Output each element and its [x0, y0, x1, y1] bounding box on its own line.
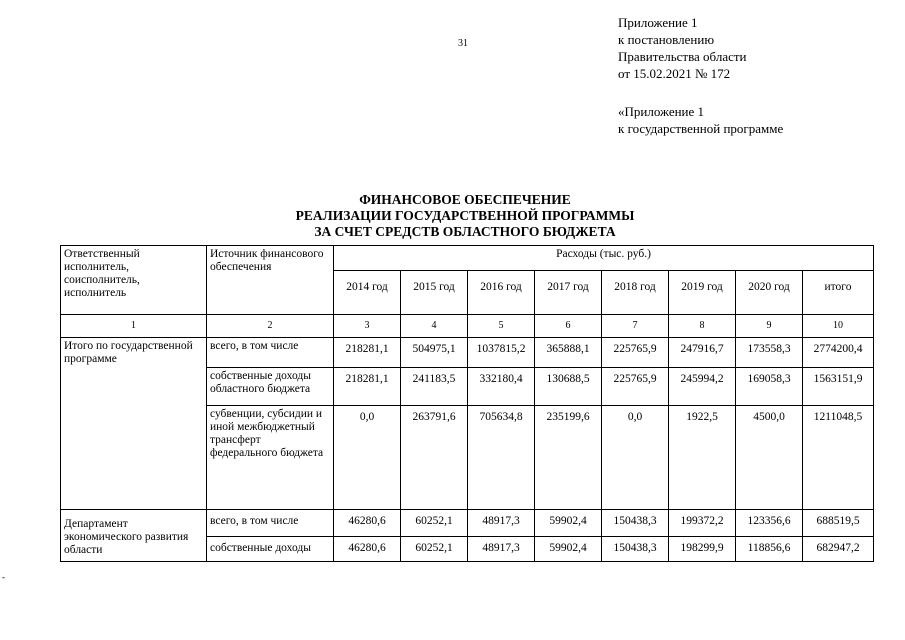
column-index: 3	[334, 315, 401, 338]
value-cell: 46280,6	[334, 510, 401, 537]
value-cell: 245994,2	[669, 368, 736, 406]
margin-mark: -	[2, 572, 5, 582]
header-expenses: Расходы (тыс. руб.)	[334, 246, 874, 271]
header-year: 2015 год	[401, 271, 468, 315]
source-cell: всего, в том числе	[207, 338, 334, 368]
column-index: 2	[207, 315, 334, 338]
value-cell: 218281,1	[334, 338, 401, 368]
appendix-line: Правительства области	[618, 49, 747, 64]
value-cell: 504975,1	[401, 338, 468, 368]
appendix-line: Приложение 1	[618, 15, 698, 30]
appendix-program-line: «Приложение 1	[618, 104, 705, 119]
value-cell: 235199,6	[535, 406, 602, 510]
column-index: 9	[736, 315, 803, 338]
appendix-line: от 15.02.2021 № 172	[618, 66, 731, 81]
value-cell: 60252,1	[401, 510, 468, 537]
appendix-program-header	[618, 103, 783, 137]
value-cell: 1922,5	[669, 406, 736, 510]
financing-table	[60, 245, 874, 562]
column-index: 6	[535, 315, 602, 338]
value-cell: 4500,0	[736, 406, 803, 510]
value-cell: 1211048,5	[803, 406, 874, 510]
title-line: ЗА СЧЕТ СРЕДСТВ ОБЛАСТНОГО БЮДЖЕТА	[314, 224, 616, 239]
value-cell: 198299,9	[669, 537, 736, 562]
header-year: 2016 год	[468, 271, 535, 315]
header-year: 2017 год	[535, 271, 602, 315]
value-cell: 688519,5	[803, 510, 874, 537]
table-row	[61, 510, 874, 537]
value-cell: 46280,6	[334, 537, 401, 562]
value-cell: 199372,2	[669, 510, 736, 537]
header-year: 2018 год	[602, 271, 669, 315]
value-cell: 705634,8	[468, 406, 535, 510]
value-cell: 118856,6	[736, 537, 803, 562]
value-cell: 225765,9	[602, 368, 669, 406]
appendix-line: к постановлению	[618, 32, 715, 47]
title-line: ФИНАНСОВОЕ ОБЕСПЕЧЕНИЕ	[359, 192, 571, 207]
value-cell: 130688,5	[535, 368, 602, 406]
value-cell: 332180,4	[468, 368, 535, 406]
title-line: РЕАЛИЗАЦИИ ГОСУДАРСТВЕННОЙ ПРОГРАММЫ	[295, 208, 635, 223]
value-cell: 225765,9	[602, 338, 669, 368]
header-source: Источник финансового обеспечения	[207, 246, 334, 315]
value-cell: 2774200,4	[803, 338, 874, 368]
value-cell: 1037815,2	[468, 338, 535, 368]
appendix-header	[618, 14, 747, 82]
value-cell: 59902,4	[535, 510, 602, 537]
header-year: 2020 год	[736, 271, 803, 315]
column-index: 4	[401, 315, 468, 338]
value-cell: 0,0	[334, 406, 401, 510]
header-total: итого	[803, 271, 874, 315]
value-cell: 1563151,9	[803, 368, 874, 406]
table-row	[61, 338, 874, 368]
value-cell: 0,0	[602, 406, 669, 510]
value-cell: 48917,3	[468, 510, 535, 537]
appendix-program-line: к государственной программе	[618, 121, 784, 136]
value-cell: 173558,3	[736, 338, 803, 368]
column-index: 10	[803, 315, 874, 338]
value-cell: 247916,7	[669, 338, 736, 368]
value-cell: 241183,5	[401, 368, 468, 406]
column-index: 1	[61, 315, 207, 338]
column-index: 8	[669, 315, 736, 338]
value-cell: 150438,3	[602, 510, 669, 537]
page-number: 31	[458, 38, 468, 49]
executor-cell: Департамент экономического развития области	[61, 510, 207, 562]
value-cell: 48917,3	[468, 537, 535, 562]
source-cell: субвенции, субсидии и иной межбюджетный трансферт федерального бюджета	[207, 406, 334, 510]
header-year: 2019 год	[669, 271, 736, 315]
source-cell: собственные доходы	[207, 537, 334, 562]
value-cell: 365888,1	[535, 338, 602, 368]
source-cell: собственные доходы областного бюджета	[207, 368, 334, 406]
column-index: 7	[602, 315, 669, 338]
value-cell: 169058,3	[736, 368, 803, 406]
value-cell: 218281,1	[334, 368, 401, 406]
value-cell: 682947,2	[803, 537, 874, 562]
column-index: 5	[468, 315, 535, 338]
header-year: 2014 год	[334, 271, 401, 315]
value-cell: 59902,4	[535, 537, 602, 562]
header-executor: Ответственный исполнитель, соисполнитель, исполнитель	[61, 246, 207, 315]
executor-cell: Итого по государственной программе	[61, 338, 207, 510]
source-cell: всего, в том числе	[207, 510, 334, 537]
value-cell: 263791,6	[401, 406, 468, 510]
value-cell: 150438,3	[602, 537, 669, 562]
value-cell: 60252,1	[401, 537, 468, 562]
document-title	[240, 192, 690, 240]
value-cell: 123356,6	[736, 510, 803, 537]
